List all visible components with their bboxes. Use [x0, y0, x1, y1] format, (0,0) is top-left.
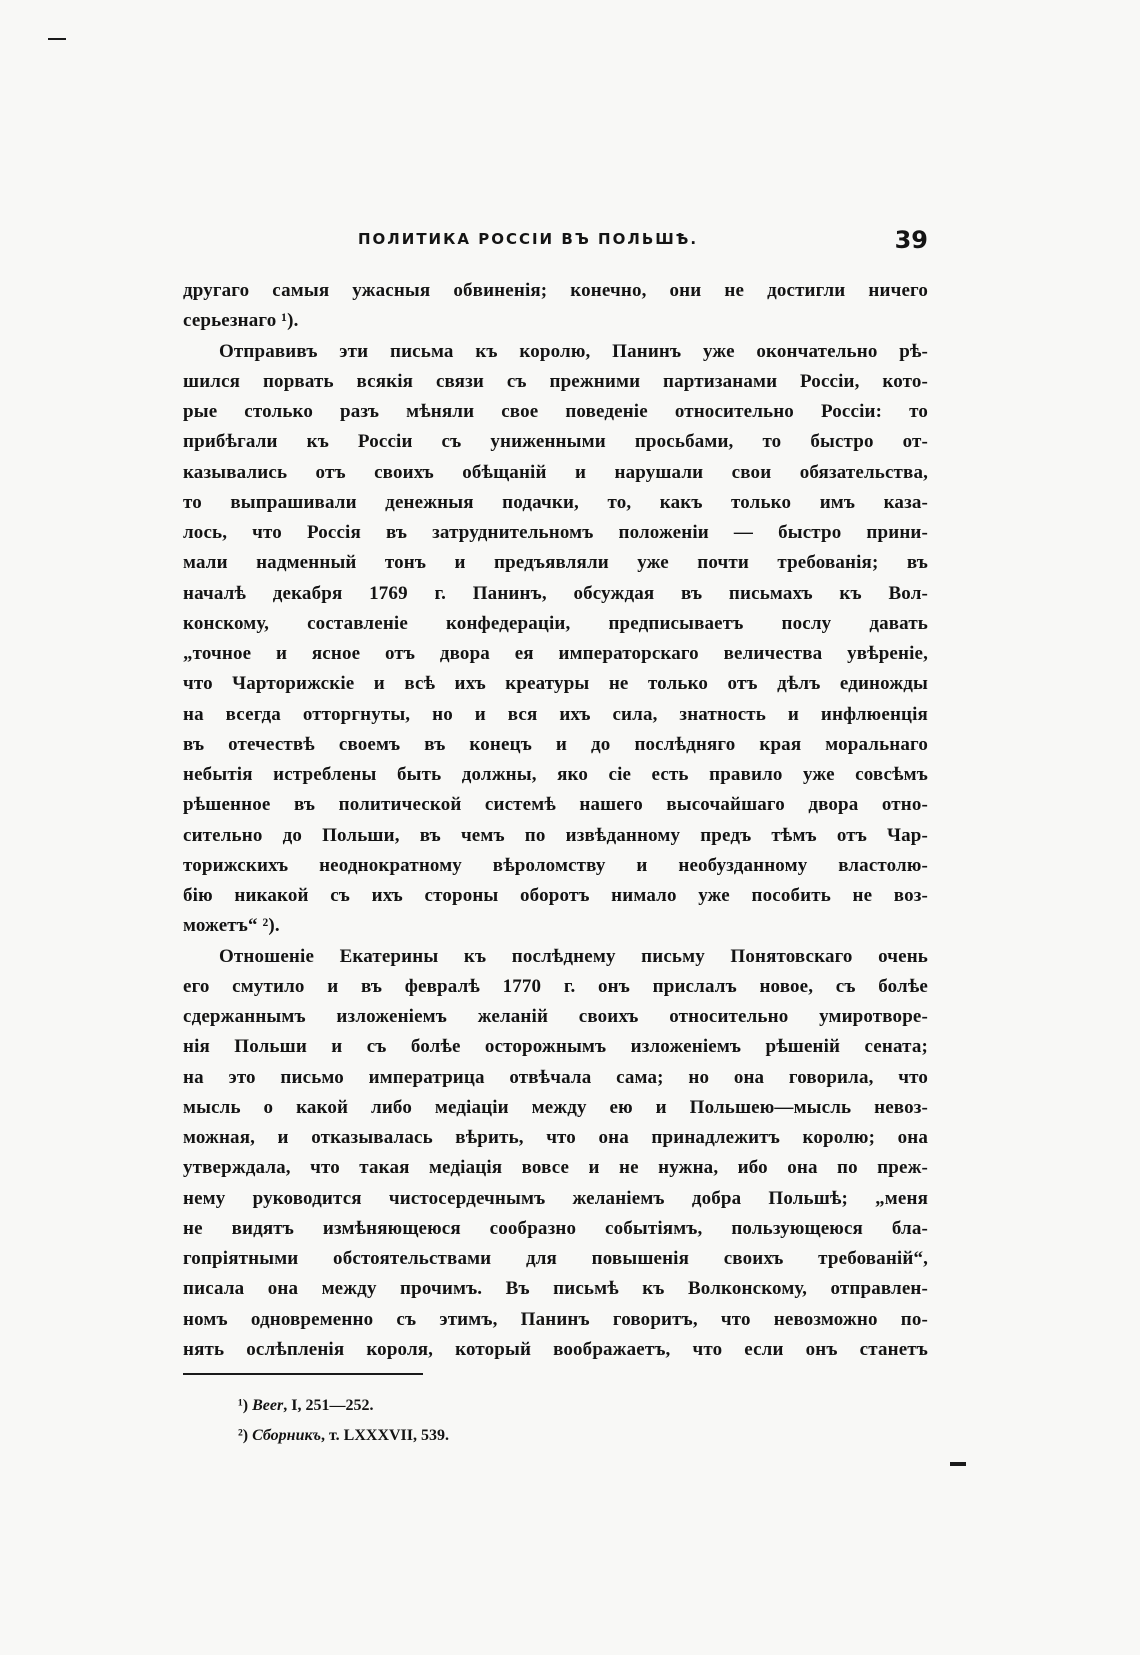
text-line: сительно до Польши, въ чемъ по извѣданному предъ тѣмъ отъ Чар- [183, 824, 928, 846]
text-line: шился порвать всякія связи съ прежними партизанами Россіи, кото- [183, 370, 928, 392]
text-line: „точное и ясное отъ двора ея императорскаго величества увѣреніе, [183, 643, 928, 664]
text-line: небытія истреблены быть должны, яко сіе есть правило уже совсѣмъ [183, 764, 928, 785]
text-line: рые столько разъ мѣняли свое поведеніе относительно Россіи: то [183, 401, 928, 422]
text-line: что Чарторижскіе и всѣ ихъ креатуры не только отъ дѣлъ единожды [183, 673, 928, 695]
text-line: писала она между прочимъ. Въ письмѣ къ Волконскому, отправлен- [183, 1278, 928, 1300]
text-line: въ отечествѣ своемъ въ конецъ и до послѣдняго края моральнаго [183, 733, 928, 755]
text-line: утверждала, что такая медіація вовсе и не нужна, ибо она по преж- [183, 1157, 928, 1179]
footnote-marker: ¹) [238, 1397, 249, 1414]
running-title: ПОЛИТИКА РОССІИ ВЪ ПОЛЬШѢ. [358, 230, 699, 248]
footnote-ref: , I, 251—252. [283, 1397, 374, 1414]
text-line: мысль о какой либо медіаціи между ею и Польшею—мысль невоз- [183, 1096, 928, 1118]
text-line: нему руководится чистосердечнымъ желаніемъ добра Польшѣ; „меня [183, 1187, 928, 1209]
text-line: нія Польши и съ болѣе осторожнымъ изложеніемъ рѣшеній сената; [183, 1036, 928, 1058]
text-line: на это письмо императрица отвѣчала сама; но она говорила, что [183, 1066, 928, 1088]
footnote [238, 1391, 838, 1421]
text-line: номъ одновременно съ этимъ, Панинъ говоритъ, что невозможно по- [183, 1308, 928, 1330]
text-line: бію никакой съ ихъ стороны оборотъ нимало уже пособить не воз- [183, 885, 928, 906]
footnote-ref: , т. LXXXVII, 539. [321, 1427, 449, 1444]
footnote-source: Сборникъ [252, 1427, 321, 1444]
text-line: торижскихъ неоднократному вѣроломству и необузданному властолю- [183, 854, 928, 876]
text-line: нять ослѣпленія короля, который воображаетъ, что если онъ станетъ [183, 1338, 928, 1360]
text-line: мали надменный тонъ и предъявляли уже почти требованія; въ [183, 552, 928, 574]
text-line: Отношеніе Екатерины къ послѣднему письму Понятовскаго очень [219, 945, 928, 967]
footnote [238, 1421, 838, 1451]
text-line: серьезнаго ¹). [183, 310, 299, 332]
text-line: началѣ декабря 1769 г. Панинъ, обсуждая въ письмахъ къ Вол- [183, 582, 928, 604]
text-line: казывались отъ своихъ обѣщаній и нарушали свои обязательства, [183, 461, 928, 483]
page-header [183, 228, 928, 258]
footnote-marker: ²) [238, 1427, 249, 1444]
text-line: сдержаннымъ изложеніемъ желаній своихъ относительно умиротворе- [183, 1006, 928, 1027]
text-line: на всегда отторгнуты, но и вся ихъ сила, знатность и инфлюенція [183, 703, 928, 725]
page-number: 39 [894, 226, 928, 254]
text-line: другаго самыя ужасныя обвиненія; конечно, они не достигли ничего [183, 280, 928, 301]
text-line: его смутило и въ февралѣ 1770 г. онъ прислалъ новое, съ болѣе [183, 975, 928, 997]
text-line: Отправивъ эти письма къ королю, Панинъ уже окончательно рѣ- [219, 340, 928, 362]
footnote-divider [183, 1373, 423, 1375]
text-line: рѣшенное въ политической системѣ нашего высочайшаго двора отно- [183, 794, 928, 816]
footnotes [238, 1391, 838, 1451]
text-line: можетъ“ ²). [183, 915, 280, 937]
text-line: не видятъ измѣняющеюся сообразно событіямъ, пользующеюся бла- [183, 1217, 928, 1239]
scan-artifact [950, 1462, 966, 1466]
text-line: то выпрашивали денежныя подачки, то, какъ только имъ каза- [183, 491, 928, 513]
text-line: прибѣгали къ Россіи съ униженными просьбами, то быстро от- [183, 431, 928, 453]
text-line: конскому, составленіе конфедераціи, предписываетъ послу давать [183, 612, 928, 634]
footnote-source: Beer [252, 1397, 284, 1414]
text-line: гопріятными обстоятельствами для повышенія своихъ требованій“, [183, 1248, 928, 1269]
body-text [183, 276, 928, 1365]
text-line: можная, и отказывалась вѣрить, что она принадлежитъ королю; она [183, 1127, 928, 1148]
text-line: лось, что Россія въ затруднительномъ положеніи — быстро прини- [183, 522, 928, 543]
scan-edge-mark [48, 38, 66, 40]
